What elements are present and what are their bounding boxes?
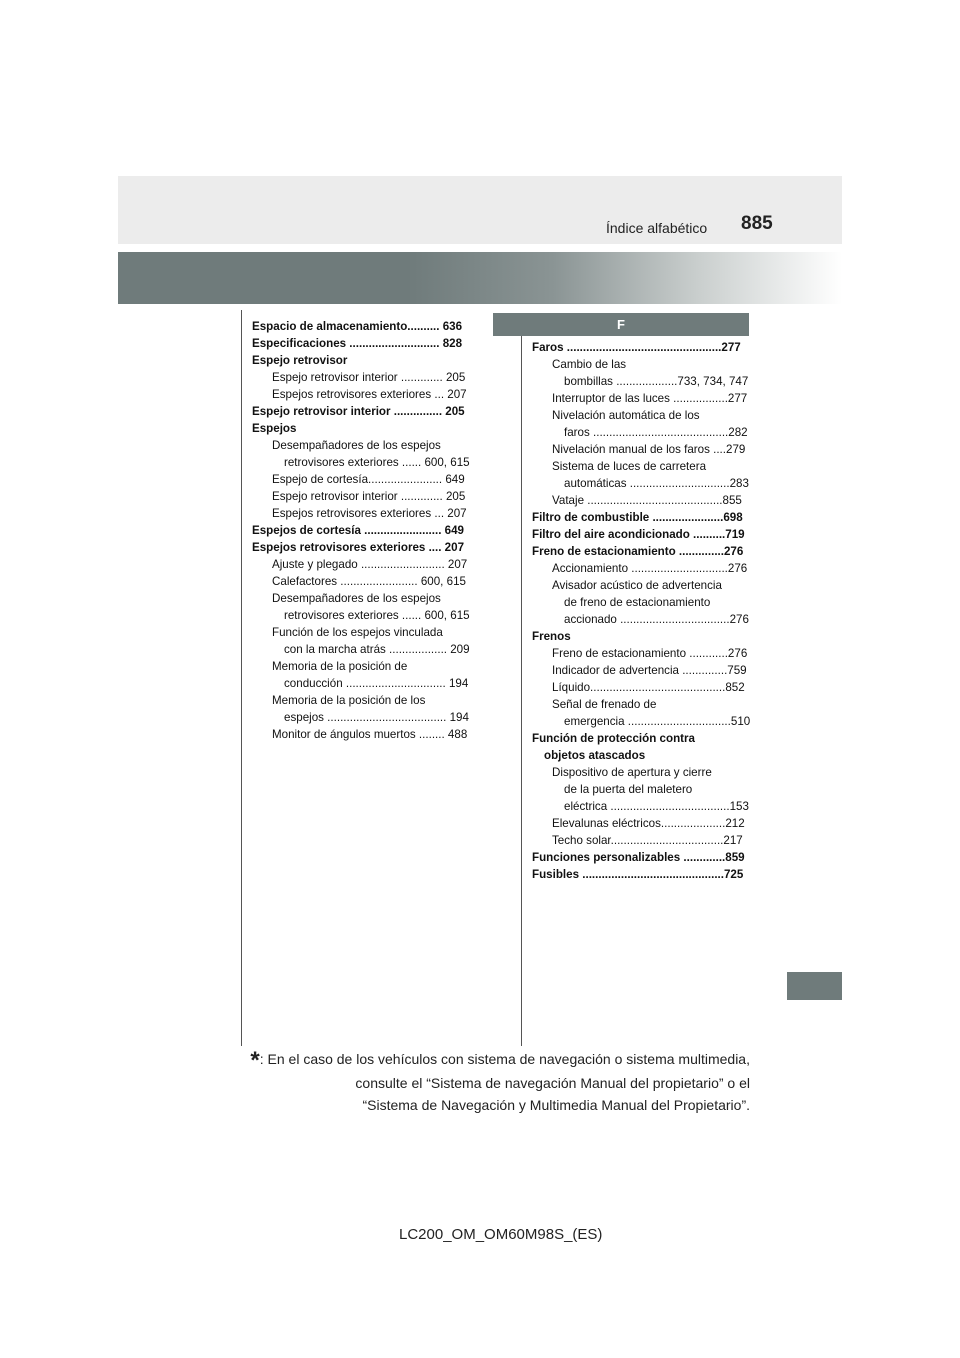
index-entry: faros ..........................................282 bbox=[564, 426, 748, 439]
index-entry: Techo solar...................................217 bbox=[552, 834, 743, 847]
index-entry: Funciones personalizables .............859 bbox=[532, 851, 745, 864]
header-band bbox=[118, 176, 842, 244]
side-tab-marker bbox=[787, 972, 842, 1000]
section-title: Índice alfabético bbox=[606, 220, 708, 236]
index-entry: Líquido..........................................852 bbox=[552, 681, 745, 694]
index-entry: Espejos retrovisores exteriores ... 207 bbox=[272, 388, 467, 401]
index-entry: retrovisores exteriores ...... 600, 615 bbox=[284, 609, 470, 622]
index-entry: Frenos bbox=[532, 630, 571, 643]
index-entry: de la puerta del maletero bbox=[564, 783, 693, 796]
page-number: 885 bbox=[741, 213, 773, 234]
index-entry: Espejos bbox=[252, 422, 297, 435]
index-entry: Accionamiento ..............................276 bbox=[552, 562, 748, 575]
index-entry: Desempañadores de los espejos bbox=[272, 592, 441, 605]
index-entry: espejos ..................................... 194 bbox=[284, 711, 469, 724]
index-entry: objetos atascados bbox=[544, 749, 646, 762]
index-entry: Espacio de almacenamiento.......... 636 bbox=[252, 320, 463, 333]
index-entry: Espejo retrovisor interior ............. 205 bbox=[272, 371, 466, 384]
index-entry: Monitor de ángulos muertos ........ 488 bbox=[272, 728, 468, 741]
index-entry: Espejo retrovisor interior ............... 205 bbox=[252, 405, 465, 418]
footnote bbox=[240, 1048, 750, 1116]
footnote-line-1: : En el caso de los vehículos con sistema de navegación o sistema multimedia, bbox=[259, 1051, 750, 1067]
index-entry: Elevalunas eléctricos....................212 bbox=[552, 817, 745, 830]
index-entry: Sistema de luces de carretera bbox=[552, 460, 707, 473]
index-entry: accionado ..................................276 bbox=[564, 613, 749, 626]
index-entry: Freno de estacionamiento ..............276 bbox=[532, 545, 744, 558]
gradient-banner bbox=[118, 252, 842, 304]
index-entry: Nivelación automática de los bbox=[552, 409, 700, 422]
document-id: LC200_OM_OM60M98S_(ES) bbox=[399, 1226, 603, 1243]
index-column-right bbox=[532, 339, 754, 883]
index-entry: Filtro del aire acondicionado ..........719 bbox=[532, 528, 745, 541]
index-entry: Interruptor de las luces .................277 bbox=[552, 392, 748, 405]
letter-heading: F bbox=[493, 313, 749, 336]
index-entry: Desempañadores de los espejos bbox=[272, 439, 441, 452]
footnote-line-3: “Sistema de Navegación y Multimedia Manual del Propietario”. bbox=[362, 1097, 750, 1113]
index-entry: Dispositivo de apertura y cierre bbox=[552, 766, 712, 779]
index-entry: Cambio de las bbox=[552, 358, 627, 371]
index-entry: Avisador acústico de advertencia bbox=[552, 579, 722, 592]
index-entry: Espejos de cortesía ........................ 649 bbox=[252, 524, 464, 537]
index-entry: conducción ............................... 194 bbox=[284, 677, 469, 690]
footnote-line-2: consulte el “Sistema de navegación Manual del propietario” o el bbox=[355, 1075, 750, 1091]
index-entry: Fusibles ............................................725 bbox=[532, 868, 744, 881]
index-entry: Espejos retrovisores exteriores ... 207 bbox=[272, 507, 467, 520]
left-column-rule bbox=[241, 310, 242, 1046]
index-entry: automáticas ...............................283 bbox=[564, 477, 749, 490]
footnote-marker: * bbox=[250, 1047, 260, 1074]
index-entry: Nivelación manual de los faros ....279 bbox=[552, 443, 746, 456]
index-entry: Señal de frenado de bbox=[552, 698, 657, 711]
index-entry: Calefactores ........................ 600, 615 bbox=[272, 575, 466, 588]
index-entry: Espejo retrovisor bbox=[252, 354, 348, 367]
index-entry: Freno de estacionamiento ............276 bbox=[552, 647, 748, 660]
index-entry: Vataje ..........................................855 bbox=[552, 494, 742, 507]
index-entry: Memoria de la posición de bbox=[272, 660, 408, 673]
index-entry: Especificaciones ............................ 828 bbox=[252, 337, 463, 350]
index-entry: Indicador de advertencia ..............759 bbox=[552, 664, 747, 677]
index-entry: bombillas ...................733, 734, 747 bbox=[564, 375, 749, 388]
right-column-rule bbox=[521, 336, 522, 1046]
index-entry: Ajuste y plegado .......................... 207 bbox=[272, 558, 468, 571]
index-entry: eléctrica .....................................153 bbox=[564, 800, 749, 813]
index-entry: Espejos retrovisores exteriores .... 207 bbox=[252, 541, 465, 554]
index-entry: de freno de estacionamiento bbox=[564, 596, 711, 609]
index-entry: emergencia ................................510 bbox=[564, 715, 751, 728]
index-entry: retrovisores exteriores ...... 600, 615 bbox=[284, 456, 470, 469]
index-entry: Espejo retrovisor interior ............. 205 bbox=[272, 490, 466, 503]
index-entry: Faros ................................................277 bbox=[532, 341, 741, 354]
index-entry: Función de los espejos vinculada bbox=[272, 626, 443, 639]
index-entry: Función de protección contra bbox=[532, 732, 695, 745]
index-entry: con la marcha atrás .................. 209 bbox=[284, 643, 470, 656]
index-entry: Espejo de cortesía....................... 649 bbox=[272, 473, 465, 486]
index-entry: Filtro de combustible ......................698 bbox=[532, 511, 743, 524]
index-entry: Memoria de la posición de los bbox=[272, 694, 426, 707]
index-column-left bbox=[252, 318, 476, 743]
